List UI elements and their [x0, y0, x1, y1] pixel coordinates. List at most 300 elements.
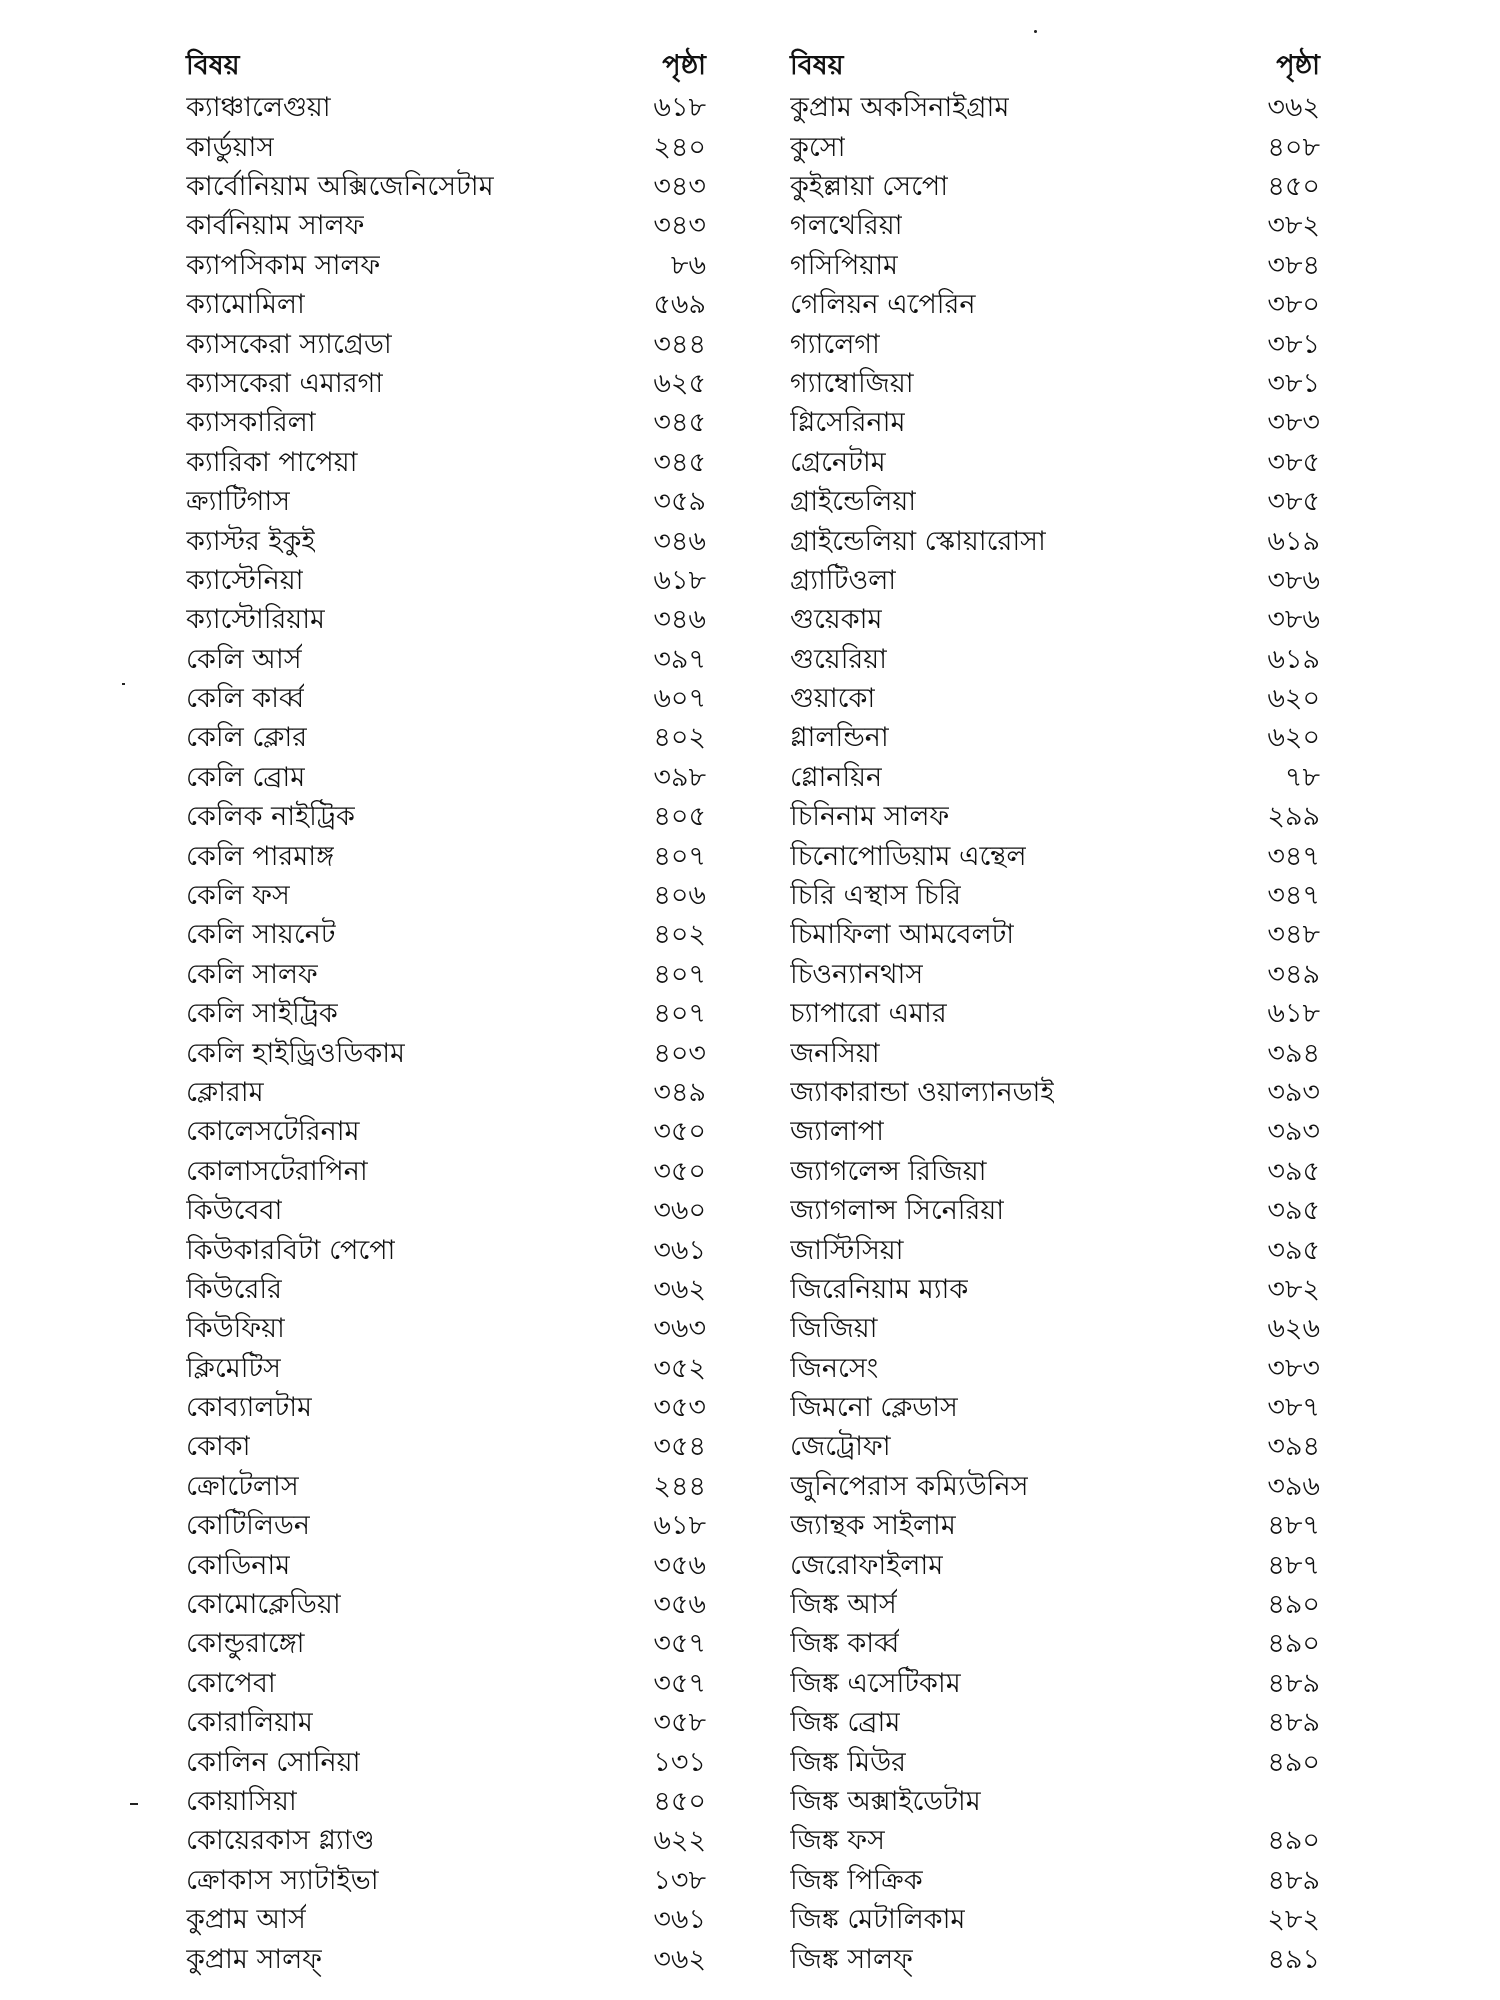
entry-page-number: ৩৮০: [1267, 289, 1320, 321]
entry-page-number: ৩৫৮: [653, 1707, 706, 1739]
index-entry: [790, 720, 1320, 759]
index-entry: [790, 878, 1320, 917]
index-entry: [186, 1902, 706, 1941]
entry-page-number: ৪৮৭: [1267, 1510, 1320, 1542]
entry-page-number: ৪০৭: [653, 840, 706, 872]
entry-page-number: ৩৮১: [1267, 367, 1320, 399]
index-entry: [186, 720, 706, 759]
entry-term: কেলি পারমাঙ্গ: [186, 840, 335, 872]
index-entry: [186, 129, 706, 168]
entry-term: ক্যামোমিলা: [186, 289, 305, 321]
entry-page-number: ২৪৪: [653, 1470, 706, 1502]
entry-page-number: ৪৯১: [1267, 1943, 1320, 1975]
entry-page-number: ৬১৮: [653, 1510, 706, 1542]
entry-page-number: ৪০৫: [653, 801, 706, 833]
entry-term: গেলিয়ন এপেরিন: [790, 289, 976, 321]
entry-term: জিনসেং: [790, 1352, 879, 1384]
index-list-right: [790, 90, 1320, 1981]
entry-page-number: ৪০২: [653, 722, 706, 754]
entry-page-number: ৩৫০: [653, 1155, 706, 1187]
index-entry: [186, 1547, 706, 1586]
entry-term: জিঙ্ক ব্রোম: [790, 1707, 901, 1739]
entry-page-number: ৪৯০: [1267, 1746, 1320, 1778]
entry-term: কোয়াসিয়া: [186, 1786, 297, 1817]
entry-term: কেলি ক্লোর: [186, 722, 308, 754]
entry-page-number: ৬১৯: [1267, 643, 1320, 675]
index-entry: [790, 1390, 1320, 1429]
entry-page-number: ৩৮৫: [1267, 446, 1320, 478]
entry-page-number: ৩৮৫: [1267, 486, 1320, 518]
entry-page-number: ৩৬২: [653, 1273, 706, 1305]
entry-page-number: ৩৯৪: [1267, 1431, 1320, 1463]
entry-term: জিঙ্ক মেটালিকাম: [790, 1904, 966, 1936]
entry-term: কোমোক্লেডিয়া: [186, 1589, 341, 1621]
entry-page-number: ৪০৭: [653, 998, 706, 1030]
entry-term: জিরেনিয়াম ম্যাক: [790, 1273, 969, 1305]
index-entry: [790, 917, 1320, 956]
entry-term: কিউরেরি: [186, 1273, 282, 1305]
index-entry: [790, 996, 1320, 1035]
entry-term: কিউকারবিটা পেপো: [186, 1234, 396, 1266]
index-entry: [790, 641, 1320, 680]
index-entry: [790, 1232, 1320, 1271]
entry-term: ক্যাপসিকাম সালফ: [186, 249, 381, 281]
entry-term: জিঙ্ক কার্ব্ব: [790, 1628, 900, 1660]
entry-page-number: ৬২৫: [653, 367, 706, 399]
entry-page-number: ৪৯০: [1267, 1589, 1320, 1621]
entry-term: কোরালিয়াম: [186, 1707, 313, 1739]
index-entry: [790, 563, 1320, 602]
entry-page-number: ৬১৮: [653, 564, 706, 596]
index-entry: [186, 366, 706, 405]
entry-page-number: ১৩১: [653, 1746, 706, 1778]
entry-term: জনসিয়া: [790, 1037, 880, 1069]
entry-term: কোলেসটেরিনাম: [186, 1116, 360, 1148]
entry-page-number: ৩৪৫: [653, 446, 706, 478]
index-entry: [790, 523, 1320, 562]
entry-term: জ্যালাপা: [790, 1116, 884, 1148]
entry-term: চিনোপোডিয়াম এন্থেল: [790, 840, 1027, 872]
entry-page-number: ৪৮৯: [1267, 1707, 1320, 1739]
index-entry: [186, 208, 706, 247]
entry-term: গ্লিসেরিনাম: [790, 407, 906, 439]
index-entry: [790, 484, 1320, 523]
index-entry: [790, 760, 1320, 799]
entry-term: কুইল্লায়া সেপো: [790, 170, 949, 202]
entry-term: কেলি ফস: [186, 880, 290, 912]
entry-page-number: ৩৬৩: [653, 1313, 706, 1345]
entry-page-number: ৪৮৭: [1267, 1549, 1320, 1581]
index-entry: [186, 760, 706, 799]
entry-page-number: ১৩৮: [653, 1864, 706, 1896]
index-entry: [790, 799, 1320, 838]
entry-page-number: ৩৬১: [653, 1234, 706, 1266]
index-entry: [186, 1666, 706, 1705]
entry-term: কোটিলিডন: [186, 1510, 310, 1542]
entry-page-number: ৪৫০: [1267, 170, 1320, 202]
entry-term: জিঙ্ক ফস: [790, 1825, 885, 1857]
index-entry: [790, 1902, 1320, 1941]
index-entry: [186, 1705, 706, 1744]
entry-term: গ্লালন্ডিনা: [790, 722, 889, 754]
entry-term: ক্রোকাস স্যাটাইভা: [186, 1864, 379, 1896]
margin-mark: [1034, 30, 1037, 33]
entry-term: গ্লোনয়িন: [790, 761, 883, 793]
entry-term: জিঙ্ক আর্স: [790, 1589, 897, 1621]
entry-page-number: ৩৮৪: [1267, 249, 1320, 281]
entry-term: ক্র্যাটিগাস: [186, 486, 291, 518]
entry-page-number: ৩৫৩: [653, 1392, 706, 1424]
index-entry: [186, 838, 706, 877]
entry-page-number: ৩৯৫: [1267, 1155, 1320, 1187]
entry-term: জ্যাগলেন্স রিজিয়া: [790, 1155, 987, 1187]
index-entry: [186, 1193, 706, 1232]
entry-page-number: ৪০৩: [653, 1037, 706, 1069]
entry-page-number: ৩৪৯: [653, 1076, 706, 1108]
entry-term: ক্যাঞ্চালেগুয়া: [186, 92, 331, 124]
entry-page-number: ৩৯৫: [1267, 1195, 1320, 1227]
index-entry: [790, 1547, 1320, 1586]
entry-term: কেলি সায়নেট: [186, 919, 336, 951]
index-entry: [186, 957, 706, 996]
entry-page-number: ৬১৮: [1267, 998, 1320, 1030]
entry-term: কোলিন সোনিয়া: [186, 1746, 361, 1778]
entry-page-number: ৩৯৩: [1267, 1076, 1320, 1108]
entry-term: চ্যাপারো এমার: [790, 998, 947, 1030]
entry-page-number: ৩৪৫: [653, 407, 706, 439]
entry-page-number: ৩৮১: [1267, 328, 1320, 360]
entry-term: কোব্যালটাম: [186, 1392, 313, 1424]
index-entry: [186, 1390, 706, 1429]
index-entry: [186, 1114, 706, 1153]
entry-page-number: ৪৮৯: [1267, 1667, 1320, 1699]
entry-term: কুপ্রাম অকসিনাইগ্রাম: [790, 92, 1010, 124]
entry-term: কোন্ডুরাঙ্গো: [186, 1628, 305, 1660]
index-entry: [186, 169, 706, 208]
index-entry: [186, 1469, 706, 1508]
index-entry: [790, 90, 1320, 129]
entry-page-number: ৩৬১: [653, 1904, 706, 1936]
entry-term: কেলি হাইড্রিওডিকাম: [186, 1037, 406, 1069]
entry-page-number: ৪০২: [653, 919, 706, 951]
entry-term: চিরি এস্থাস চিরি: [790, 880, 961, 912]
index-entry: [186, 1311, 706, 1350]
entry-term: কোডিনাম: [186, 1549, 291, 1581]
entry-page-number: ৩৯৫: [1267, 1234, 1320, 1266]
index-entry: [790, 248, 1320, 287]
index-entry: [790, 838, 1320, 877]
entry-term: জেরোফাইলাম: [790, 1549, 944, 1581]
entry-page-number: ৩৯৬: [1267, 1470, 1320, 1502]
index-entry: [186, 641, 706, 680]
index-entry: [186, 1232, 706, 1271]
entry-term: কোলাসটেরাপিনা: [186, 1155, 368, 1187]
entry-term: কেলি কার্ব্ব: [186, 683, 305, 715]
index-entry: [186, 1508, 706, 1547]
entry-term: কুপ্রাম সালফ্: [186, 1943, 322, 1975]
entry-page-number: ২৯৯: [1267, 801, 1320, 833]
index-entry: [790, 1154, 1320, 1193]
entry-term: ক্যাসকেরা এমারগা: [186, 367, 384, 399]
entry-page-number: ৩৪৭: [1267, 840, 1320, 872]
entry-page-number: ৩৯৮: [653, 761, 706, 793]
entry-page-number: ৪৯০: [1267, 1825, 1320, 1857]
entry-term: গুয়াকো: [790, 683, 876, 715]
entry-page-number: ৩৯৩: [1267, 1116, 1320, 1148]
entry-term: ক্যাস্টর ইকুই: [186, 525, 316, 557]
entry-page-number: ৪০৬: [653, 880, 706, 912]
entry-page-number: ৩৫৭: [653, 1667, 706, 1699]
index-list-left: [186, 90, 706, 1981]
entry-page-number: ৩৮৭: [1267, 1392, 1320, 1424]
index-column-left: [186, 44, 706, 1981]
entry-term: কেলি সাইট্রিক: [186, 998, 338, 1030]
entry-page-number: ৬২২: [653, 1825, 706, 1857]
entry-term: জিঙ্ক পিক্রিক: [790, 1864, 923, 1896]
entry-term: গ্র্যাটিওলা: [790, 564, 897, 596]
entry-page-number: ৩৫২: [653, 1352, 706, 1384]
entry-page-number: ৪৫০: [653, 1786, 706, 1817]
index-entry: [790, 602, 1320, 641]
entry-page-number: ৩৪৭: [1267, 880, 1320, 912]
entry-term: জিজিয়া: [790, 1313, 878, 1345]
index-entry: [186, 248, 706, 287]
index-entry: [186, 1863, 706, 1902]
entry-page-number: ৩৪৪: [653, 328, 706, 360]
entry-term: গ্রাইন্ডেলিয়া: [790, 486, 917, 518]
index-entry: [790, 1351, 1320, 1390]
index-entry: [186, 996, 706, 1035]
entry-page-number: ৪৯০: [1267, 1628, 1320, 1660]
entry-page-number: ৬২০: [1267, 722, 1320, 754]
entry-term: চিমাফিলা আমবেলটা: [790, 919, 1015, 951]
entry-page-number: ৩৪৯: [1267, 958, 1320, 990]
entry-term: গুয়েরিয়া: [790, 643, 888, 675]
index-entry: [790, 326, 1320, 365]
entry-term: কার্ডুয়াস: [186, 131, 275, 163]
index-entry: [186, 563, 706, 602]
subject-header: বিষয়: [186, 49, 240, 81]
entry-term: ক্লিমেটিস: [186, 1352, 281, 1384]
entry-page-number: ৩৮৬: [1267, 604, 1320, 636]
index-entry: [790, 1744, 1320, 1783]
entry-term: কার্বনিয়াম সালফ: [186, 210, 365, 242]
entry-page-number: ৩৮৬: [1267, 564, 1320, 596]
index-entry: [186, 1626, 706, 1665]
index-entry: [790, 1863, 1320, 1902]
entry-page-number: ৩৮২: [1267, 210, 1320, 242]
index-entry: [790, 681, 1320, 720]
entry-term: জুনিপেরাস কম্যিউনিস: [790, 1470, 1029, 1502]
index-entry: [186, 681, 706, 720]
entry-term: ক্লোরাম: [186, 1076, 264, 1108]
index-entry: [790, 957, 1320, 996]
entry-term: জিঙ্ক অক্সাইডেটাম: [790, 1786, 981, 1817]
entry-page-number: ৩৪৬: [653, 525, 706, 557]
index-entry: [790, 1941, 1320, 1980]
index-entry: [790, 1075, 1320, 1114]
index-entry: [186, 1351, 706, 1390]
entry-term: ক্যাসকারিলা: [186, 407, 316, 439]
index-entry: [790, 445, 1320, 484]
entry-term: গ্যাম্বোজিয়া: [790, 367, 914, 399]
entry-term: ক্রোটেলাস: [186, 1470, 299, 1502]
entry-term: কেলিক নাইট্রিক: [186, 801, 355, 833]
index-entry: [790, 1705, 1320, 1744]
entry-term: গলথেরিয়া: [790, 210, 903, 242]
entry-term: কেলি সালফ: [186, 958, 318, 990]
entry-term: জ্যাগলান্স সিনেরিয়া: [790, 1195, 1005, 1227]
entry-term: কোকা: [186, 1431, 251, 1463]
entry-term: জ্যাকারান্ডা ওয়াল্যানডাই: [790, 1076, 1055, 1108]
index-entry: [186, 90, 706, 129]
margin-mark: [122, 683, 125, 685]
entry-term: জিঙ্ক এসেটিকাম: [790, 1667, 961, 1699]
entry-page-number: ৩৫৪: [653, 1431, 706, 1463]
index-entry: [790, 1823, 1320, 1862]
entry-term: কিউফিয়া: [186, 1313, 285, 1345]
entry-term: চিনিনাম সালফ: [790, 801, 950, 833]
index-entry: [186, 1941, 706, 1980]
entry-page-number: ২৪০: [653, 131, 706, 163]
entry-page-number: ৭৮: [1284, 761, 1320, 793]
index-entry: [790, 366, 1320, 405]
entry-page-number: ৮৬: [670, 249, 706, 281]
entry-term: ক্যাস্টেনিয়া: [186, 564, 304, 596]
entry-page-number: ৩৪৬: [653, 604, 706, 636]
entry-page-number: ৫৬৯: [653, 289, 706, 321]
index-entry: [790, 1666, 1320, 1705]
entry-page-number: ৩৫৬: [653, 1589, 706, 1621]
index-entry: [790, 287, 1320, 326]
entry-term: জিঙ্ক সালফ্: [790, 1943, 913, 1975]
entry-page-number: ৩৮৩: [1267, 407, 1320, 439]
entry-page-number: ৩৬২: [653, 1943, 706, 1975]
entry-page-number: ৪৮৯: [1267, 1864, 1320, 1896]
index-entry: [790, 169, 1320, 208]
entry-term: গ্রেনেটাম: [790, 446, 886, 478]
entry-page-number: ৬১৮: [653, 92, 706, 124]
entry-term: গুয়েকাম: [790, 604, 883, 636]
entry-page-number: ৬০৭: [653, 683, 706, 715]
column-header: [186, 44, 706, 90]
entry-term: ক্যাসকেরা স্যাগ্রেডা: [186, 328, 392, 360]
entry-page-number: ৬১৯: [1267, 525, 1320, 557]
index-entry: [186, 917, 706, 956]
entry-page-number: ৩৫৬: [653, 1549, 706, 1581]
index-entry: [186, 405, 706, 444]
entry-term: কেলি ব্রোম: [186, 761, 306, 793]
entry-term: ক্যারিকা পাপেয়া: [186, 446, 358, 478]
index-entry: [790, 1114, 1320, 1153]
index-entry: [186, 878, 706, 917]
index-entry: [186, 484, 706, 523]
page-header: পৃষ্ঠা: [1276, 49, 1320, 81]
index-entry: [186, 1744, 706, 1783]
index-entry: [790, 1272, 1320, 1311]
index-entry: [186, 326, 706, 365]
index-entry: [790, 208, 1320, 247]
entry-term: কুপ্রাম আর্স: [186, 1904, 306, 1936]
index-entry: [790, 129, 1320, 168]
index-entry: [790, 1626, 1320, 1665]
entry-page-number: ৬২৬: [1267, 1313, 1320, 1345]
entry-page-number: ৩৫০: [653, 1116, 706, 1148]
index-entry: [790, 1311, 1320, 1350]
entry-term: জিঙ্ক মিউর: [790, 1746, 906, 1778]
index-entry: [186, 1587, 706, 1626]
entry-page-number: ৬২০: [1267, 683, 1320, 715]
index-entry: [186, 445, 706, 484]
entry-term: জাস্টিসিয়া: [790, 1234, 904, 1266]
entry-page-number: ৩৫৭: [653, 1628, 706, 1660]
index-entry: [790, 1508, 1320, 1547]
index-entry: [790, 1784, 1320, 1823]
index-entry: [790, 1035, 1320, 1074]
margin-mark: [130, 1803, 138, 1805]
entry-term: জিমনো ক্লেডাস: [790, 1392, 958, 1424]
entry-term: জেট্রোফা: [790, 1431, 891, 1463]
entry-term: জ্যান্থক সাইলাম: [790, 1510, 956, 1542]
entry-term: কার্বোনিয়াম অক্সিজেনিসেটাম: [186, 170, 494, 202]
entry-page-number: ৩৬২: [1267, 92, 1320, 124]
index-entry: [790, 1587, 1320, 1626]
index-column-right: [790, 44, 1320, 1981]
index-entry: [186, 1784, 706, 1823]
entry-term: কিউবেবা: [186, 1195, 283, 1227]
index-entry: [790, 405, 1320, 444]
entry-page-number: ৩৯৭: [653, 643, 706, 675]
index-entry: [186, 602, 706, 641]
entry-page-number: ৩৪৩: [653, 210, 706, 242]
entry-term: কোপেবা: [186, 1667, 276, 1699]
entry-page-number: ৩৮৩: [1267, 1352, 1320, 1384]
entry-page-number: ৩৬০: [653, 1195, 706, 1227]
entry-page-number: ৩৪৮: [1267, 919, 1320, 951]
index-entry: [186, 1035, 706, 1074]
entry-page-number: ৩৯৪: [1267, 1037, 1320, 1069]
entry-term: গসিপিয়াম: [790, 249, 899, 281]
index-entry: [790, 1193, 1320, 1232]
column-header: [790, 44, 1320, 90]
entry-page-number: ৩৪৩: [653, 170, 706, 202]
entry-page-number: ৪০৮: [1267, 131, 1320, 163]
entry-term: গ্রাইন্ডেলিয়া স্কোয়ারোসা: [790, 525, 1046, 557]
entry-page-number: ৩৮২: [1267, 1273, 1320, 1305]
entry-term: কুসো: [790, 131, 846, 163]
page-header: পৃষ্ঠা: [662, 49, 706, 81]
index-entry: [186, 799, 706, 838]
entry-term: কেলি আর্স: [186, 643, 302, 675]
index-entry: [186, 1075, 706, 1114]
entry-term: গ্যালেগা: [790, 328, 880, 360]
index-entry: [186, 1272, 706, 1311]
index-entry: [186, 1429, 706, 1468]
subject-header: বিষয়: [790, 49, 844, 81]
entry-term: চিওন্যানথাস: [790, 958, 924, 990]
entry-page-number: ৪০৭: [653, 958, 706, 990]
entry-page-number: ৩৫৯: [653, 486, 706, 518]
index-entry: [790, 1469, 1320, 1508]
index-entry: [186, 523, 706, 562]
index-entry: [790, 1429, 1320, 1468]
index-entry: [186, 1823, 706, 1862]
index-entry: [186, 1154, 706, 1193]
entry-term: কোয়েরকাস গ্ল্যাণ্ড: [186, 1825, 375, 1857]
entry-page-number: ২৮২: [1267, 1904, 1320, 1936]
entry-term: ক্যাস্টোরিয়াম: [186, 604, 326, 636]
index-entry: [186, 287, 706, 326]
